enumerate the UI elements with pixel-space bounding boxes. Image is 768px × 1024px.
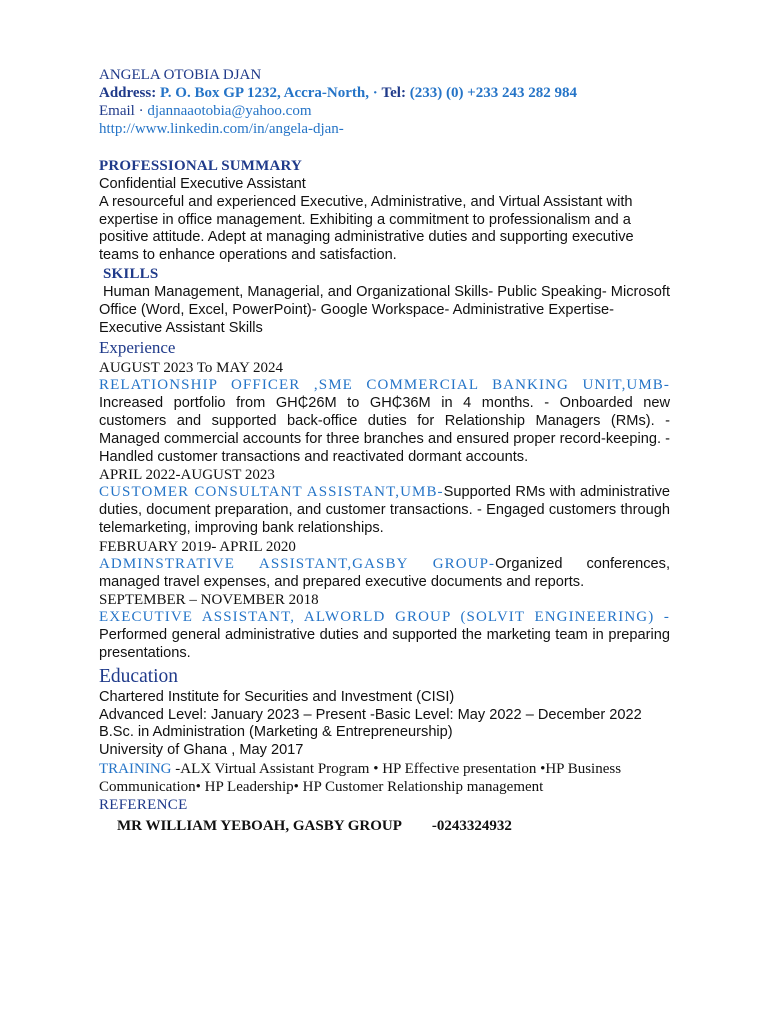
training-section [99, 760, 670, 796]
summary-role: Confidential Executive Assistant [99, 176, 306, 192]
summary-heading: PROFESSIONAL SUMMARY [99, 158, 303, 174]
education-line: Chartered Institute for Securities and Investment (CISI) [99, 688, 455, 705]
resume-page [99, 66, 670, 836]
email-line [99, 102, 670, 120]
experience-heading: Experience [99, 338, 176, 358]
job-dates: SEPTEMBER – NOVEMBER 2018 [99, 592, 319, 609]
reference-section [99, 796, 670, 836]
job-body [99, 556, 670, 592]
experience-section [99, 337, 670, 662]
job-description: Increased portfolio from GH₵26M to GH₵36M in 4 months. - Onboarded new customers and supported back-office duties for Relationship Managers (RMs). - Managed commercial accounts for three branches and ensured proper record-keeping. - Handled customer transactions and reactivated dormant accounts. [99, 395, 670, 465]
education-line: Advanced Level: January 2023 – Present -Basic Level: May 2022 – December 2022 [99, 706, 642, 723]
education-line: University of Ghana , May 2017 [99, 742, 304, 759]
job-description: Supported RMs with administrative duties, document preparation, and customer transactions. - Engaged customers through telemarketing, improving bank relationships. [99, 484, 670, 536]
training-label: TRAINING [99, 760, 172, 777]
training-list: -ALX Virtual Assistant Program • HP Effective presentation •HP Business Communication• HP Leadership• HP Customer Relationship management [99, 760, 622, 795]
job-description: Performed general administrative duties and supported the marketing team in preparing presentations. [99, 627, 670, 661]
job-entry [99, 591, 670, 662]
linkedin-link[interactable]: http://www.linkedin.com/in/angela-djan- [99, 121, 344, 137]
job-body [99, 377, 670, 466]
job-dates: APRIL 2022-AUGUST 2023 [99, 467, 275, 484]
job-title: RELATIONSHIP OFFICER ,SME COMMERCIAL BANKING UNIT,UMB- [99, 377, 670, 394]
address-value: P. O. Box GP 1232, Accra-North, · [159, 85, 378, 101]
reference-row [99, 816, 670, 836]
address-label: Address: [99, 85, 157, 101]
tel-label: Tel: [381, 85, 406, 101]
summary-section [99, 157, 670, 265]
job-dates: FEBRUARY 2019- APRIL 2020 [99, 538, 296, 555]
training-text [99, 760, 670, 796]
candidate-name: ANGELA OTOBIA DJAN [99, 67, 262, 83]
address-line [99, 84, 670, 102]
job-body [99, 484, 670, 537]
reference-name: MR WILLIAM YEBOAH, GASBY GROUP [117, 817, 402, 834]
reference-phone: -0243324932 [431, 817, 512, 834]
job-body [99, 609, 670, 662]
job-entry [99, 466, 670, 537]
job-title: CUSTOMER CONSULTANT ASSISTANT,UMB- [99, 484, 444, 501]
education-section [99, 665, 670, 760]
skills-text: Human Management, Managerial, and Organizational Skills- Public Speaking- Microsoft Office (Word, Excel, PowerPoint)- Google Workspace- Administrative Expertise- Executive Assistant Skills [99, 283, 670, 336]
email-link[interactable]: djannaaotobia@yahoo.com [147, 103, 312, 119]
linkedin-line [99, 120, 670, 138]
email-label: Email · [99, 103, 144, 119]
tel-value: (233) (0) +233 243 282 984 [409, 85, 577, 101]
job-entry [99, 359, 670, 466]
summary-text: A resourceful and experienced Executive, Administrative, and Virtual Assistant with expertise in office management. Exhibiting a commitment to professionalism and a positive attitude. Adept at managing administrative duties and supporting executive teams to enhance operations and satisfaction. [99, 193, 634, 264]
job-entry [99, 538, 670, 592]
job-title: EXECUTIVE ASSISTANT, ALWORLD GROUP (SOLVIT ENGINEERING) - [99, 609, 670, 626]
education-line: B.Sc. in Administration (Marketing & Entrepreneurship) [99, 724, 453, 741]
job-title: ADMINSTRATIVE ASSISTANT,GASBY GROUP- [99, 555, 496, 572]
job-description: Organized conferences, managed travel expenses, and prepared executive documents and reports. [99, 555, 671, 590]
reference-heading: REFERENCE [99, 796, 188, 813]
contact-header [99, 66, 670, 138]
job-dates: AUGUST 2023 To MAY 2024 [99, 360, 283, 377]
skills-heading: SKILLS [103, 265, 159, 282]
education-heading: Education [99, 665, 179, 687]
skills-section [99, 265, 670, 337]
